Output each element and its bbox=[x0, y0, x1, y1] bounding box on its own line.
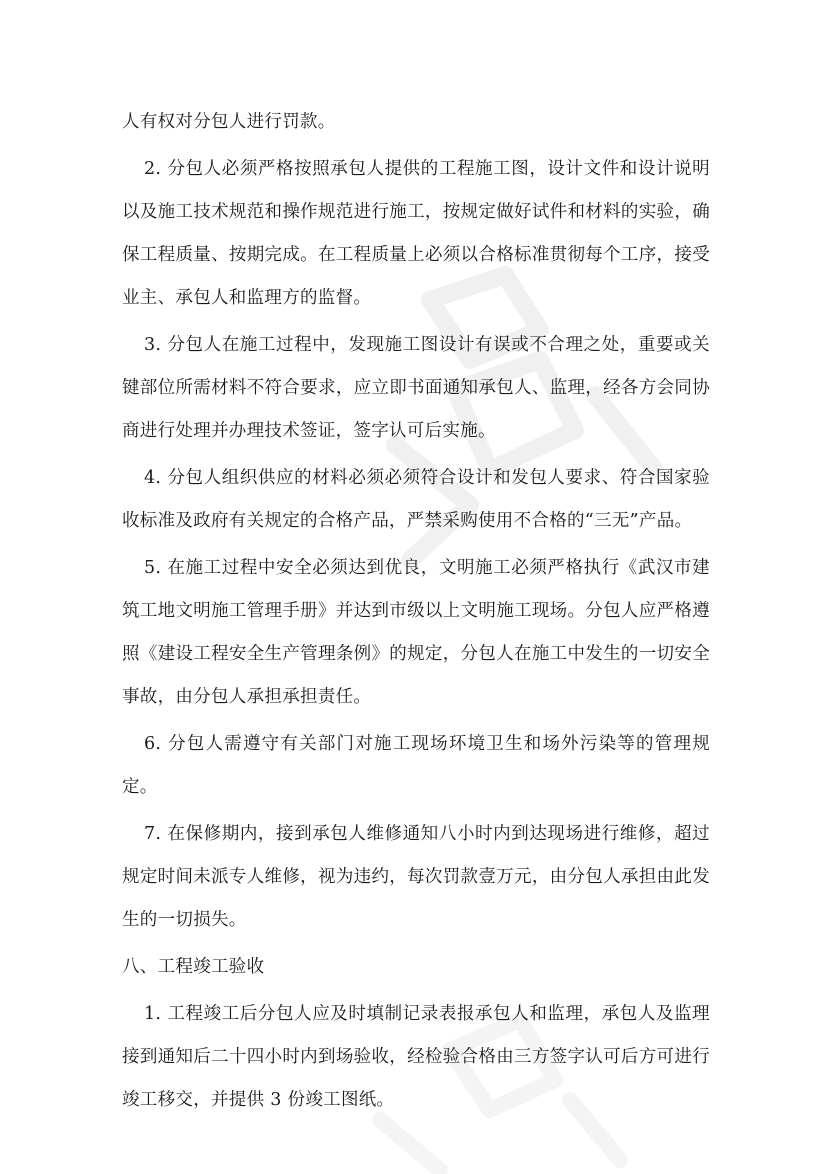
clause-5: 5. 在施工过程中安全必须达到优良，文明施工必须严格执行《武汉市建筑工地文明施工管理手册》并达到市级以上文明施工现场。分包人应严格遵照《建设工程安全生产管理条例》的规定，分包人在施工中发生的一切安全事故，由分包人承担承担责任。 bbox=[122, 558, 710, 707]
clause-6: 6. 分包人需遵守有关部门对施工现场环境卫生和场外污染等的管理规定。 bbox=[122, 734, 710, 797]
clause-4: 4. 分包人组织供应的材料必须必须符合设计和发包人要求、符合国家验收标准及政府有关规定的合格产品，严禁采购使用不合格的“三无”产品。 bbox=[122, 468, 710, 531]
clause-2: 2. 分包人必须严格按照承包人提供的工程施工图，设计文件和设计说明以及施工技术规范和操作规范进行施工，按规定做好试件和材料的实验，确保工程质量、按期完成。在工程质量上必须以合格标准贯彻每个工序，接受业主、承包人和监理方的监督。 bbox=[122, 159, 710, 308]
document-body bbox=[122, 101, 710, 1126]
clause-7: 7. 在保修期内，接到承包人维修通知八小时内到达现场进行维修，超过规定时间未派专人维修，视为违约，每次罚款壹万元，由分包人承担由此发生的一切损失。 bbox=[122, 824, 710, 930]
paragraph-continuation: 人有权对分包人进行罚款。 bbox=[122, 112, 336, 132]
section-heading: 八、工程竣工验收 bbox=[122, 957, 265, 977]
section-clause-1: 1. 工程竣工后分包人应及时填制记录表报承包人和监理，承包人及监理接到通知后二十四小时内到场验收，经检验合格由三方签字认可后方可进行竣工移交，并提供 3 份竣工图纸。 bbox=[122, 1004, 710, 1110]
clause-3: 3. 分包人在施工过程中，发现施工图设计有误或不合理之处，重要或关键部位所需材料不符合要求，应立即书面通知承包人、监理，经各方会同协商进行处理并办理技术签证，签字认可后实施。 bbox=[122, 335, 710, 441]
